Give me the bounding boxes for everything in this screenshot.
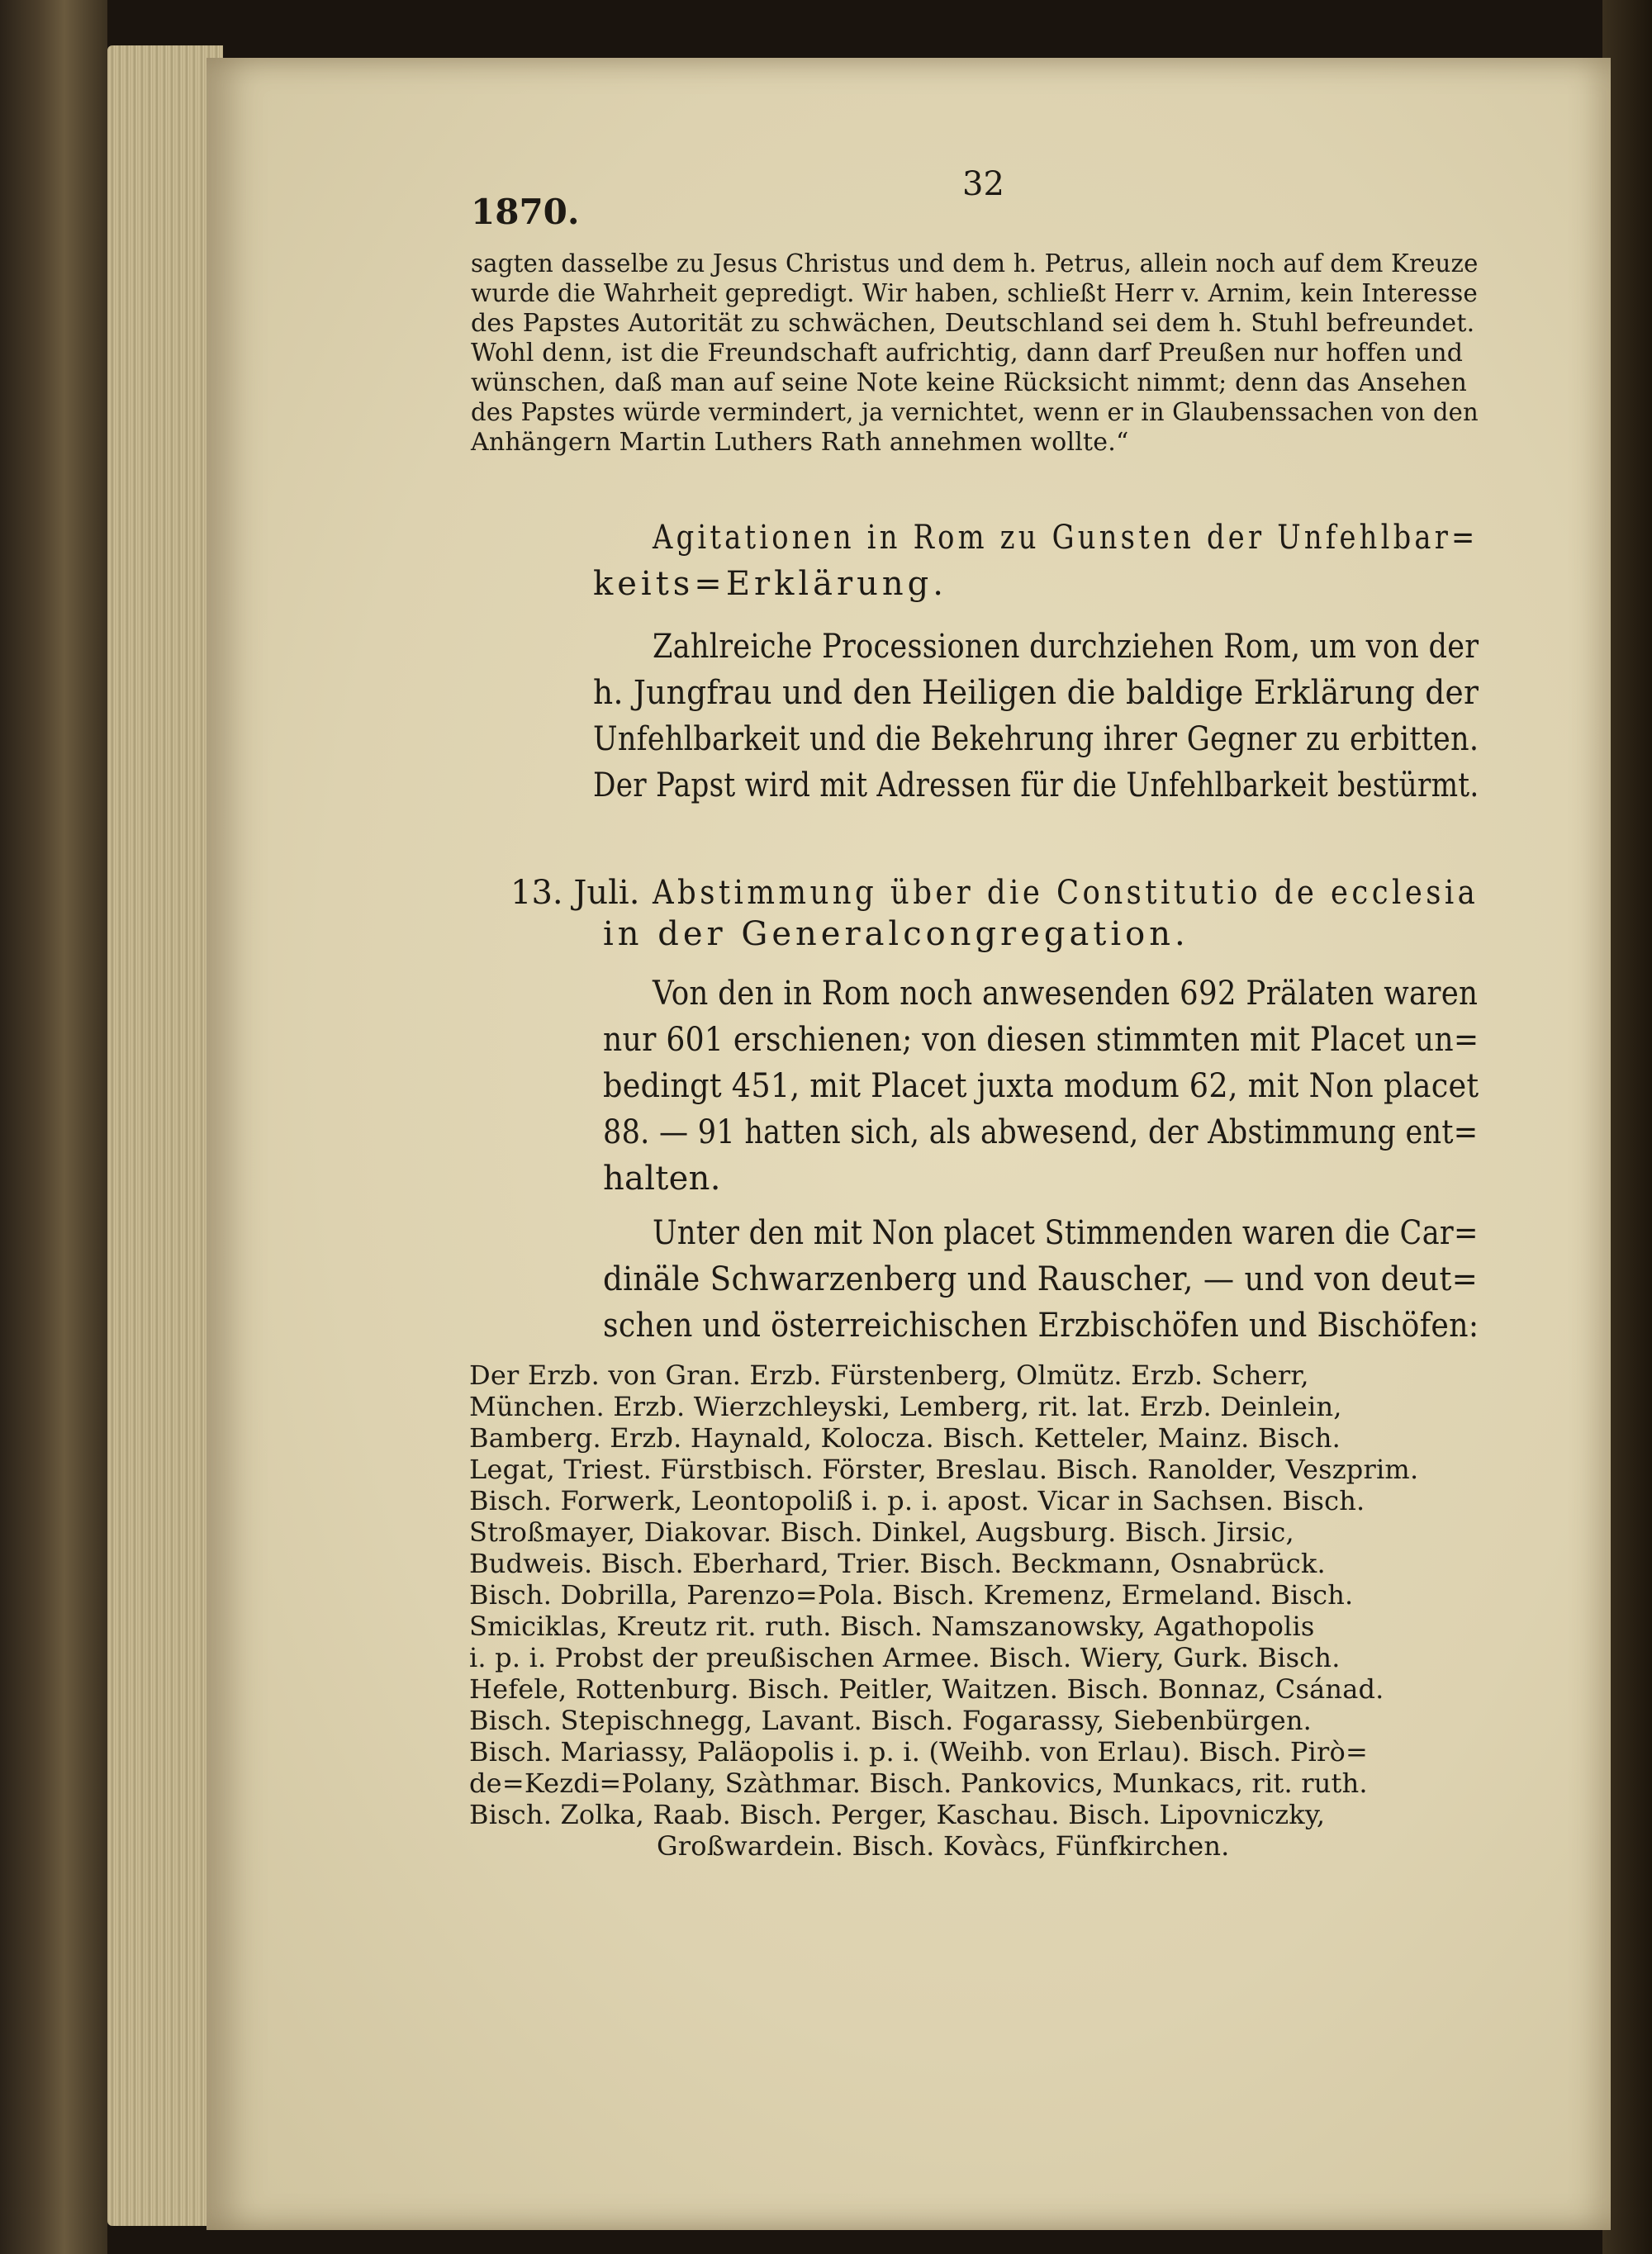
section-heading: Abstimmung über die Constitutio de ecclesia [653, 874, 1479, 912]
body-line: Der Papst wird mit Adressen für die Unfehlbarkeit bestürmt. [593, 766, 1479, 804]
section-heading: keits=Erklärung. [593, 565, 947, 603]
body-line: h. Jungfrau und den Heiligen die baldige Erklärung der [593, 674, 1479, 712]
list-line: Bisch. Zolka, Raab. Bisch. Perger, Kaschau. Bisch. Lipovniczky, [469, 1799, 1326, 1830]
list-line: Legat, Triest. Fürstbisch. Förster, Breslau. Bisch. Ranolder, Veszprim. [469, 1454, 1419, 1485]
quote-line: Anhängern Martin Luthers Rath annehmen wollte.“ [471, 428, 1129, 457]
list-line: Bisch. Stepischnegg, Lavant. Bisch. Fogarassy, Siebenbürgen. [469, 1705, 1313, 1736]
quote-line: Wohl denn, ist die Freundschaft aufrichtig, dann darf Preußen nur hoffen und [471, 339, 1464, 368]
list-line: München. Erzb. Wierzchleyski, Lemberg, rit. lat. Erzb. Deinlein, [469, 1391, 1342, 1422]
body-line: Unter den mit Non placet Stimmenden waren die Car= [653, 1214, 1479, 1252]
list-line: Der Erzb. von Gran. Erzb. Fürstenberg, Olmütz. Erzb. Scherr, [469, 1360, 1309, 1391]
list-line: Bisch. Mariassy, Paläopolis i. p. i. (Weihb. von Erlau). Bisch. Pirò= [469, 1736, 1368, 1768]
section-heading: Agitationen in Rom zu Gunsten der Unfehlbar= [653, 519, 1479, 557]
body-line: Zahlreiche Processionen durchziehen Rom, um von der [653, 628, 1479, 666]
quote-line: wurde die Wahrheit gepredigt. Wir haben, schließt Herr v. Arnim, kein Interesse [471, 279, 1479, 308]
body-line: nur 601 erschienen; von diesen stimmten mit Placet un= [603, 1021, 1479, 1059]
list-line: Smiciklas, Kreutz rit. ruth. Bisch. Namszanowsky, Agathopolis [469, 1611, 1315, 1642]
quote-line: sagten dasselbe zu Jesus Christus und dem h. Petrus, allein noch auf dem Kreuze [471, 249, 1479, 278]
quote-line: des Papstes würde vermindert, ja vernichtet, wenn er in Glaubenssachen von den [471, 398, 1479, 427]
list-line: de=Kezdi=Polany, Szàthmar. Bisch. Pankovics, Munkacs, rit. ruth. [469, 1768, 1368, 1799]
body-line: schen und österreichischen Erzbischöfen und Bischöfen: [603, 1307, 1479, 1345]
body-line: halten. [603, 1160, 721, 1198]
body-line: dinäle Schwarzenberg und Rauscher, — und von deut= [603, 1260, 1479, 1298]
list-line: i. p. i. Probst der preußischen Armee. Bisch. Wiery, Gurk. Bisch. [469, 1642, 1341, 1673]
list-line: Budweis. Bisch. Eberhard, Trier. Bisch. Beckmann, Osnabrück. [469, 1548, 1326, 1579]
list-line: Bamberg. Erzb. Haynald, Kolocza. Bisch. Ketteler, Mainz. Bisch. [469, 1422, 1341, 1454]
body-line: Von den in Rom noch anwesenden 692 Prälaten waren [653, 975, 1479, 1013]
list-line: Stroßmayer, Diakovar. Bisch. Dinkel, Augsburg. Bisch. Jirsic, [469, 1516, 1294, 1548]
quote-line: des Papstes Autorität zu schwächen, Deutschland sei dem h. Stuhl befreundet. [471, 309, 1475, 338]
page-stack-edge [107, 45, 223, 2226]
year-heading: 1870. [471, 192, 580, 232]
quote-line: wünschen, daß man auf seine Note keine Rücksicht nimmt; denn das Ansehen [471, 368, 1468, 397]
body-line: bedingt 451, mit Placet juxta modum 62, mit Non placet [603, 1067, 1479, 1105]
book-cover-edge [0, 0, 107, 2254]
list-line: Bisch. Forwerk, Leontopoliß i. p. i. apost. Vicar in Sachsen. Bisch. [469, 1485, 1365, 1516]
date-label: 13. Juli. [510, 874, 640, 912]
body-line: Unfehlbarkeit und die Bekehrung ihrer Gegner zu erbitten. [593, 720, 1479, 758]
page-number: 32 [962, 165, 1004, 203]
list-line: Großwardein. Bisch. Kovàcs, Fünfkirchen. [657, 1830, 1230, 1862]
list-line: Hefele, Rottenburg. Bisch. Peitler, Waitzen. Bisch. Bonnaz, Csánad. [469, 1673, 1384, 1705]
body-line: 88. — 91 hatten sich, als abwesend, der Abstimmung ent= [603, 1113, 1479, 1151]
list-line: Bisch. Dobrilla, Parenzo=Pola. Bisch. Kremenz, Ermeland. Bisch. [469, 1579, 1354, 1611]
section-heading: in der Generalcongregation. [603, 915, 1189, 953]
